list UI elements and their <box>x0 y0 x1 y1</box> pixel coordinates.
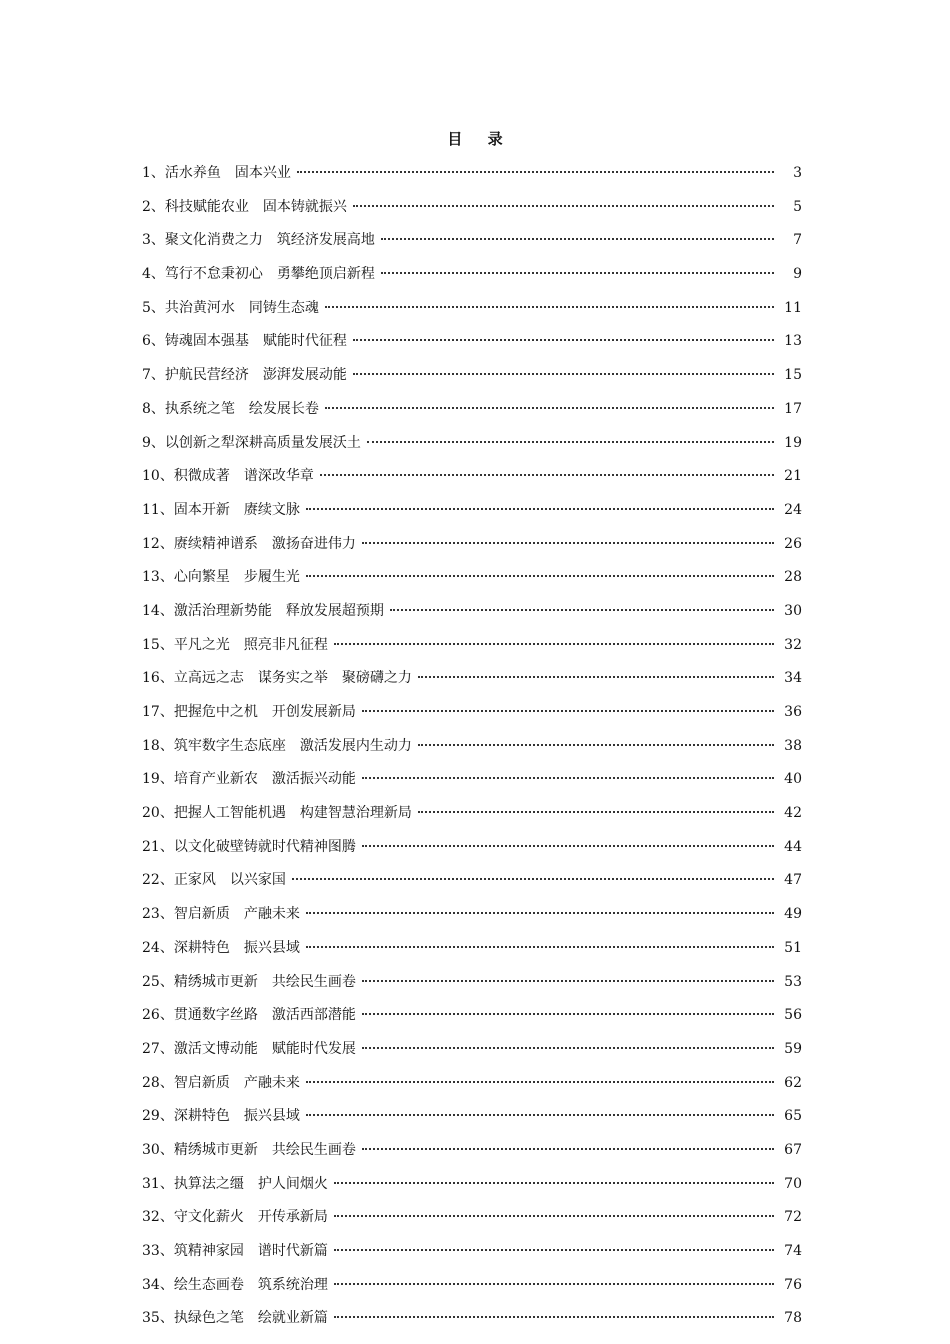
entry-page-number: 51 <box>784 939 802 956</box>
entry-number: 33、 <box>142 1243 174 1259</box>
entry-title: 激活治理新势能 释放发展超预期 <box>173 602 384 619</box>
entry-page-number: 56 <box>784 1007 802 1024</box>
toc-entry[interactable] <box>142 802 802 836</box>
toc-title: 目 录 <box>447 130 513 148</box>
entry-title: 正家风 以兴家国 <box>173 872 286 889</box>
entry-page-number: 15 <box>784 367 802 384</box>
entry-number: 6、 <box>142 333 165 350</box>
entry-number: 34、 <box>142 1276 174 1293</box>
entry-page-number: 32 <box>784 636 802 653</box>
entry-title: 笃行不怠秉初心 勇攀绝顶启新程 <box>164 266 375 283</box>
dot-leader <box>325 306 774 308</box>
dot-leader <box>306 912 774 914</box>
entry-page-number: 40 <box>784 771 802 788</box>
dot-leader <box>334 1316 774 1318</box>
dot-leader <box>334 643 774 645</box>
entry-title: 积微成著 谱深改华章 <box>173 468 314 485</box>
toc-entry[interactable] <box>142 1004 802 1038</box>
entry-title: 精绣城市更新 共绘民生画卷 <box>173 1141 356 1158</box>
entry-title: 执系统之笔 绘发展长卷 <box>164 400 319 417</box>
entry-number: 5、 <box>142 299 165 316</box>
entry-number: 21、 <box>142 838 174 855</box>
dot-leader <box>362 1148 774 1150</box>
toc-entry[interactable] <box>142 1307 802 1341</box>
entry-number: 16、 <box>142 670 174 687</box>
dot-leader <box>325 407 774 409</box>
entry-page-number: 78 <box>784 1310 802 1327</box>
toc-entry[interactable] <box>142 499 802 533</box>
entry-page-number: 62 <box>784 1074 802 1091</box>
toc-entry[interactable] <box>142 836 802 870</box>
dot-leader <box>353 205 774 207</box>
entry-page-number: 47 <box>784 872 802 889</box>
toc-entry[interactable] <box>142 1038 802 1072</box>
entry-title: 智启新质 产融未来 <box>173 906 300 923</box>
dot-leader <box>362 542 774 544</box>
entry-page-number: 70 <box>784 1175 802 1192</box>
entry-title: 激活文博动能 赋能时代发展 <box>173 1040 356 1057</box>
entry-page-number: 19 <box>784 434 802 451</box>
entry-page-number: 42 <box>784 805 802 822</box>
entry-title: 心向繁星 步履生光 <box>173 569 300 586</box>
entry-page-number: 76 <box>784 1276 802 1293</box>
entry-number: 27、 <box>142 1040 174 1057</box>
dot-leader <box>353 339 774 341</box>
dot-leader <box>418 744 774 746</box>
entry-page-number: 38 <box>784 737 802 754</box>
dot-leader <box>320 474 774 476</box>
dot-leader <box>353 373 774 375</box>
dot-leader <box>418 676 774 678</box>
dot-leader <box>297 171 774 173</box>
toc-entry[interactable] <box>142 971 802 1005</box>
entry-number: 7、 <box>142 367 165 384</box>
entry-page-number: 34 <box>784 670 802 687</box>
entry-number: 32、 <box>142 1209 174 1226</box>
toc-entry[interactable] <box>142 533 802 567</box>
entry-number: 35、 <box>142 1310 174 1327</box>
toc-entry[interactable] <box>142 364 802 398</box>
dot-leader <box>381 238 774 240</box>
entry-number: 4、 <box>142 266 165 283</box>
entry-page-number: 67 <box>784 1141 802 1158</box>
toc-entry[interactable] <box>142 735 802 769</box>
entry-number: 2、 <box>142 198 165 215</box>
toc-entry[interactable] <box>142 263 802 297</box>
dot-leader <box>306 1114 774 1116</box>
entry-page-number: 44 <box>784 838 802 855</box>
entry-page-number: 59 <box>784 1040 802 1057</box>
entry-page-number: 53 <box>784 973 802 990</box>
entry-page-number: 74 <box>784 1243 802 1259</box>
entry-title: 筑精神家园 谱时代新篇 <box>173 1243 328 1259</box>
entry-title: 立高远之志 谋务实之举 聚磅礴之力 <box>173 670 412 687</box>
entry-title: 科技赋能农业 固本铸就振兴 <box>164 198 347 215</box>
entry-title: 平凡之光 照亮非凡征程 <box>173 636 328 653</box>
entry-title: 贯通数字丝路 激活西部潜能 <box>173 1007 356 1024</box>
entry-number: 3、 <box>142 232 165 249</box>
entry-title: 深耕特色 振兴县域 <box>173 939 300 956</box>
dot-leader <box>334 1283 774 1285</box>
toc-entry[interactable] <box>142 432 802 466</box>
entry-title: 活水养鱼 固本兴业 <box>164 165 291 181</box>
toc-entry[interactable] <box>142 1105 802 1139</box>
toc-entry[interactable] <box>142 1240 802 1274</box>
entry-title: 把握危中之机 开创发展新局 <box>173 704 356 720</box>
toc-list <box>142 162 802 1341</box>
entry-title: 赓续精神谱系 激扬奋进伟力 <box>173 535 356 552</box>
dot-leader <box>381 272 774 274</box>
entry-number: 17、 <box>142 704 174 720</box>
dot-leader <box>306 575 774 577</box>
entry-number: 24、 <box>142 939 174 956</box>
entry-title: 执绿色之笔 绘就业新篇 <box>173 1310 328 1327</box>
entry-number: 11、 <box>142 501 174 518</box>
toc-entry[interactable] <box>142 869 802 903</box>
entry-number: 23、 <box>142 906 174 923</box>
toc-entry[interactable] <box>142 398 802 432</box>
entry-page-number: 9 <box>793 266 802 283</box>
toc-entry[interactable] <box>142 1072 802 1106</box>
entry-number: 22、 <box>142 872 174 889</box>
dot-leader <box>306 1081 774 1083</box>
toc-entry[interactable] <box>142 768 802 802</box>
entry-number: 8、 <box>142 400 165 417</box>
entry-number: 10、 <box>142 468 174 485</box>
entry-title: 固本开新 赓续文脉 <box>173 501 300 518</box>
entry-page-number: 26 <box>784 535 802 552</box>
toc-entry[interactable] <box>142 297 802 331</box>
entry-title: 筑牢数字生态底座 激活发展内生动力 <box>173 737 412 754</box>
entry-title: 智启新质 产融未来 <box>173 1074 300 1091</box>
entry-title: 执算法之缰 护人间烟火 <box>173 1175 328 1192</box>
entry-number: 19、 <box>142 771 174 788</box>
dot-leader <box>362 710 774 712</box>
toc-entry[interactable] <box>142 667 802 701</box>
entry-number: 14、 <box>142 602 174 619</box>
dot-leader <box>292 878 774 880</box>
toc-entry[interactable] <box>142 196 802 230</box>
dot-leader <box>334 1215 774 1217</box>
dot-leader <box>362 1013 774 1015</box>
entry-number: 13、 <box>142 569 174 586</box>
dot-leader <box>306 946 774 948</box>
dot-leader <box>334 1182 774 1184</box>
entry-title: 深耕特色 振兴县域 <box>173 1108 300 1125</box>
entry-page-number: 11 <box>784 299 802 316</box>
entry-page-number: 30 <box>784 602 802 619</box>
entry-title: 铸魂固本强基 赋能时代征程 <box>164 333 347 350</box>
toc-entry[interactable] <box>142 600 802 634</box>
toc-entry[interactable] <box>142 701 802 735</box>
entry-number: 26、 <box>142 1007 174 1024</box>
dot-leader <box>390 609 774 611</box>
entry-number: 20、 <box>142 805 174 822</box>
entry-page-number: 65 <box>784 1108 802 1125</box>
entry-page-number: 5 <box>793 198 802 215</box>
toc-entry[interactable] <box>142 566 802 600</box>
dot-leader <box>362 1047 774 1049</box>
entry-page-number: 24 <box>784 501 802 518</box>
entry-title: 共治黄河水 同铸生态魂 <box>164 299 319 316</box>
entry-title: 护航民营经济 澎湃发展动能 <box>164 367 347 384</box>
entry-title: 以文化破壁铸就时代精神图腾 <box>173 838 356 855</box>
toc-entry[interactable] <box>142 1206 802 1240</box>
entry-page-number: 36 <box>784 704 802 720</box>
entry-number: 1、 <box>142 165 165 181</box>
entry-title: 把握人工智能机遇 构建智慧治理新局 <box>173 805 412 822</box>
entry-title: 守文化薪火 开传承新局 <box>173 1209 328 1226</box>
toc-entry[interactable] <box>142 1274 802 1308</box>
entry-page-number: 7 <box>793 232 802 249</box>
toc-entry[interactable] <box>142 903 802 937</box>
entry-page-number: 3 <box>793 165 802 181</box>
dot-leader <box>334 1249 774 1251</box>
entry-number: 12、 <box>142 535 174 552</box>
entry-page-number: 28 <box>784 569 802 586</box>
toc-entry[interactable] <box>142 229 802 263</box>
entry-page-number: 49 <box>784 906 802 923</box>
toc-entry[interactable] <box>142 330 802 364</box>
toc-entry[interactable] <box>142 465 802 499</box>
entry-number: 15、 <box>142 636 174 653</box>
entry-title: 绘生态画卷 筑系统治理 <box>173 1276 328 1293</box>
entry-title: 聚文化消费之力 筑经济发展高地 <box>164 232 375 249</box>
dot-leader <box>306 508 774 510</box>
dot-leader <box>362 980 774 982</box>
entry-number: 28、 <box>142 1074 174 1091</box>
toc-entry[interactable] <box>142 162 802 196</box>
dot-leader <box>418 811 774 813</box>
toc-entry[interactable] <box>142 1173 802 1207</box>
entry-number: 30、 <box>142 1141 174 1158</box>
entry-title: 培育产业新农 激活振兴动能 <box>173 771 356 788</box>
entry-page-number: 21 <box>784 468 802 485</box>
entry-page-number: 13 <box>784 333 802 350</box>
entry-title: 以创新之犁深耕高质量发展沃土 <box>164 434 361 451</box>
entry-page-number: 17 <box>784 400 802 417</box>
dot-leader <box>367 441 774 443</box>
dot-leader <box>362 777 774 779</box>
entry-number: 25、 <box>142 973 174 990</box>
entry-title: 精绣城市更新 共绘民生画卷 <box>173 973 356 990</box>
dot-leader <box>362 845 774 847</box>
toc-entry[interactable] <box>142 937 802 971</box>
entry-number: 9、 <box>142 434 165 451</box>
entry-number: 18、 <box>142 737 174 754</box>
toc-entry[interactable] <box>142 1139 802 1173</box>
entry-page-number: 72 <box>784 1209 802 1226</box>
entry-number: 29、 <box>142 1108 174 1125</box>
entry-number: 31、 <box>142 1175 174 1192</box>
toc-entry[interactable] <box>142 634 802 668</box>
